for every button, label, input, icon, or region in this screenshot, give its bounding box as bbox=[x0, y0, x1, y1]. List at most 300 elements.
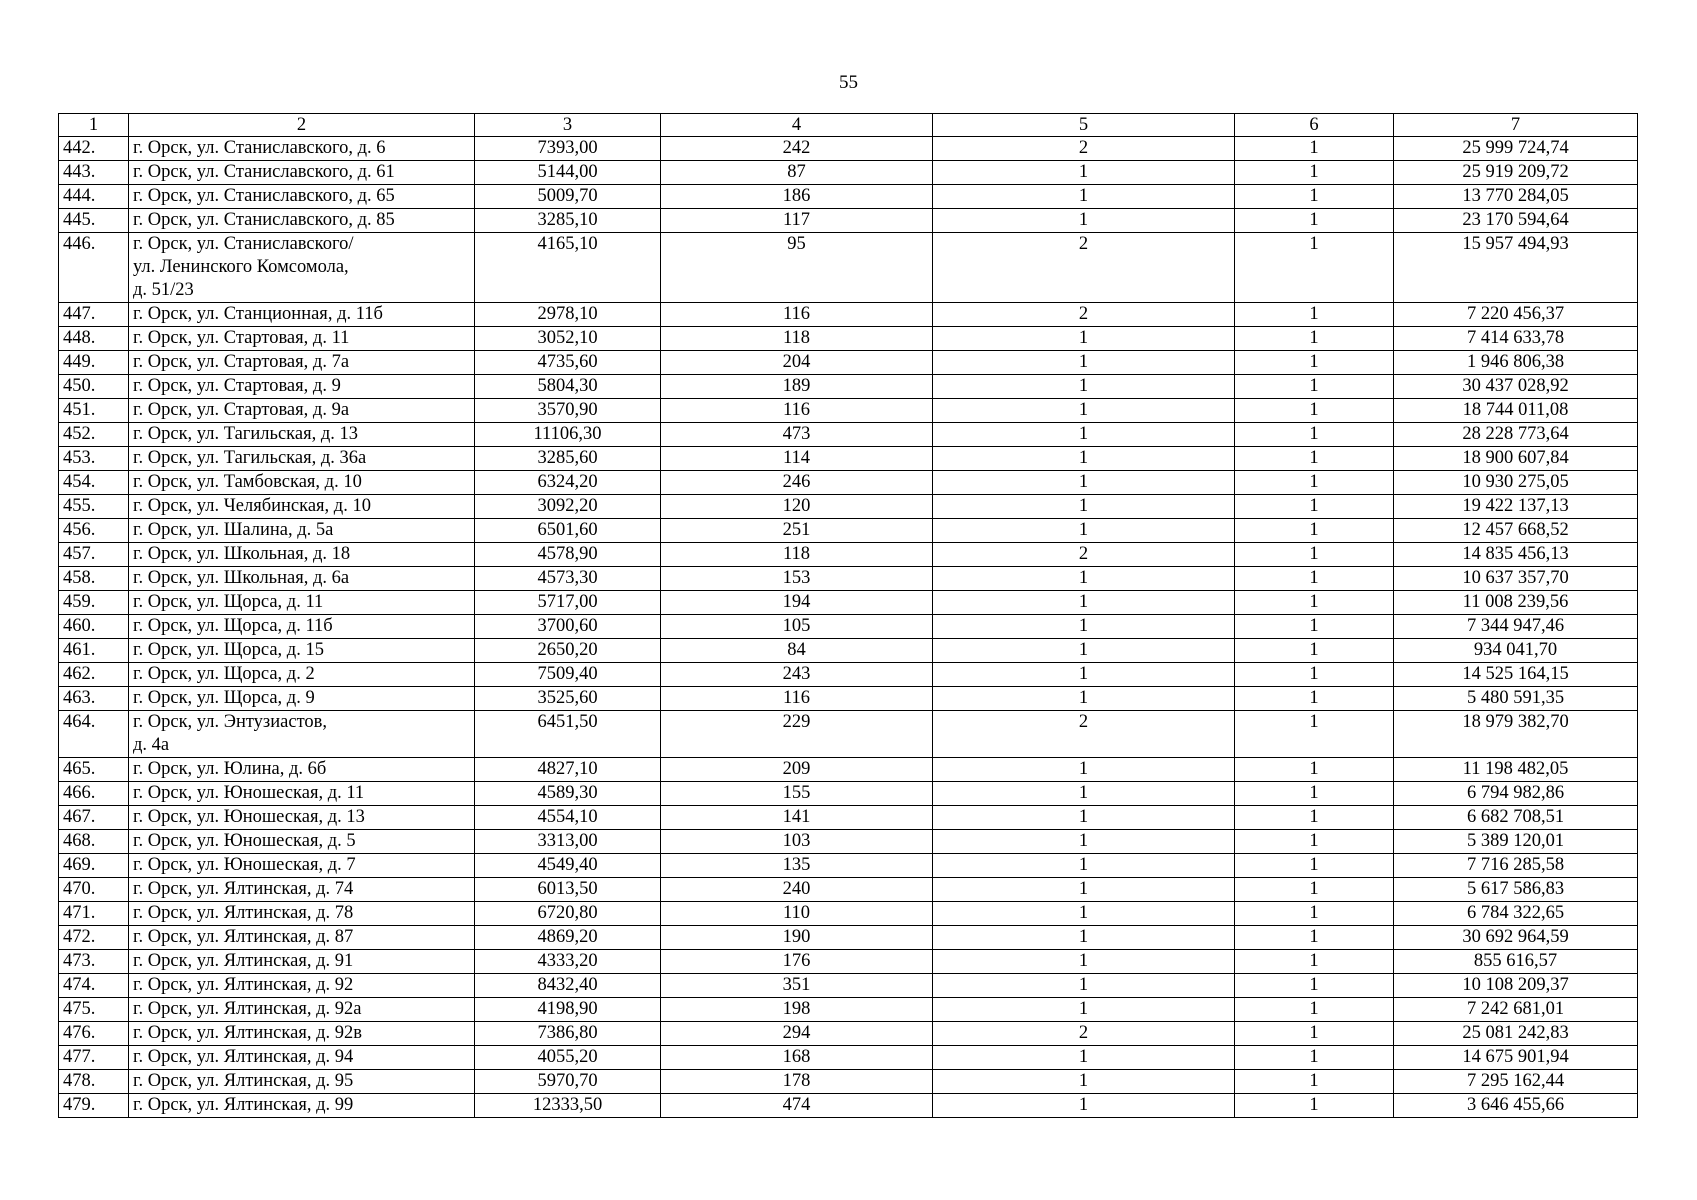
area-cell: 4055,20 bbox=[475, 1046, 661, 1070]
column-5-cell: 1 bbox=[933, 830, 1235, 854]
column-6-cell: 1 bbox=[1235, 1070, 1394, 1094]
cost-cell: 18 744 011,08 bbox=[1394, 399, 1638, 423]
column-5-cell: 1 bbox=[933, 998, 1235, 1022]
row-number: 460. bbox=[59, 615, 129, 639]
cost-cell: 18 979 382,70 bbox=[1394, 711, 1638, 758]
address-cell bbox=[129, 902, 475, 926]
column-6-cell: 1 bbox=[1235, 830, 1394, 854]
table-row bbox=[59, 663, 1638, 687]
cost-cell: 5 389 120,01 bbox=[1394, 830, 1638, 854]
column-6-cell: 1 bbox=[1235, 233, 1394, 303]
residents-cell: 116 bbox=[661, 303, 933, 327]
table-row bbox=[59, 519, 1638, 543]
column-5-cell: 1 bbox=[933, 185, 1235, 209]
table-body bbox=[59, 137, 1638, 1118]
address-cell bbox=[129, 375, 475, 399]
cost-cell: 11 008 239,56 bbox=[1394, 591, 1638, 615]
area-cell: 11106,30 bbox=[475, 423, 661, 447]
area-cell: 3313,00 bbox=[475, 830, 661, 854]
table-row bbox=[59, 806, 1638, 830]
residents-cell: 178 bbox=[661, 1070, 933, 1094]
address-line: г. Орск, ул. Ялтинская, д. 92 bbox=[133, 975, 354, 995]
residents-cell: 103 bbox=[661, 830, 933, 854]
cost-cell: 1 946 806,38 bbox=[1394, 351, 1638, 375]
area-cell: 3525,60 bbox=[475, 687, 661, 711]
row-number: 449. bbox=[59, 351, 129, 375]
cost-cell: 30 437 028,92 bbox=[1394, 375, 1638, 399]
area-cell: 4198,90 bbox=[475, 998, 661, 1022]
address-cell bbox=[129, 399, 475, 423]
residents-cell: 84 bbox=[661, 639, 933, 663]
area-cell: 8432,40 bbox=[475, 974, 661, 998]
column-5-cell: 1 bbox=[933, 926, 1235, 950]
column-5-cell: 1 bbox=[933, 567, 1235, 591]
cost-cell: 5 480 591,35 bbox=[1394, 687, 1638, 711]
area-cell: 3285,10 bbox=[475, 209, 661, 233]
table-row bbox=[59, 303, 1638, 327]
column-5-cell: 1 bbox=[933, 1046, 1235, 1070]
area-cell: 7386,80 bbox=[475, 1022, 661, 1046]
cost-cell: 855 616,57 bbox=[1394, 950, 1638, 974]
page-number: 55 bbox=[839, 72, 858, 93]
column-5-cell: 1 bbox=[933, 351, 1235, 375]
address-line: г. Орск, ул. Станционная, д. 11б bbox=[133, 304, 383, 324]
address-cell bbox=[129, 137, 475, 161]
column-5-cell: 1 bbox=[933, 639, 1235, 663]
column-6-cell: 1 bbox=[1235, 375, 1394, 399]
column-6-cell: 1 bbox=[1235, 1022, 1394, 1046]
address-line: г. Орск, ул. Ялтинская, д. 94 bbox=[133, 1047, 354, 1067]
cost-cell: 934 041,70 bbox=[1394, 639, 1638, 663]
address-line: г. Орск, ул. Ялтинская, д. 95 bbox=[133, 1071, 354, 1091]
table-row bbox=[59, 209, 1638, 233]
area-cell: 5144,00 bbox=[475, 161, 661, 185]
row-number: 447. bbox=[59, 303, 129, 327]
address-line: г. Орск, ул. Стартовая, д. 9 bbox=[133, 376, 341, 396]
table-row bbox=[59, 782, 1638, 806]
residents-cell: 120 bbox=[661, 495, 933, 519]
address-cell bbox=[129, 209, 475, 233]
row-number: 476. bbox=[59, 1022, 129, 1046]
row-number: 475. bbox=[59, 998, 129, 1022]
column-6-cell: 1 bbox=[1235, 423, 1394, 447]
address-line: г. Орск, ул. Щорса, д. 9 bbox=[133, 688, 315, 708]
address-line: г. Орск, ул. Челябинская, д. 10 bbox=[133, 496, 371, 516]
address-line: г. Орск, ул. Ялтинская, д. 99 bbox=[133, 1095, 354, 1115]
address-cell bbox=[129, 782, 475, 806]
table-row bbox=[59, 233, 1638, 303]
area-cell: 4549,40 bbox=[475, 854, 661, 878]
cost-cell: 7 716 285,58 bbox=[1394, 854, 1638, 878]
cost-cell: 25 081 242,83 bbox=[1394, 1022, 1638, 1046]
column-6-cell: 1 bbox=[1235, 185, 1394, 209]
column-5-cell: 2 bbox=[933, 711, 1235, 758]
residents-cell: 116 bbox=[661, 399, 933, 423]
address-cell bbox=[129, 830, 475, 854]
row-number: 451. bbox=[59, 399, 129, 423]
residents-cell: 198 bbox=[661, 998, 933, 1022]
table-row bbox=[59, 615, 1638, 639]
address-line: г. Орск, ул. Ялтинская, д. 87 bbox=[133, 927, 354, 947]
row-number: 477. bbox=[59, 1046, 129, 1070]
table-row bbox=[59, 902, 1638, 926]
cost-cell: 7 344 947,46 bbox=[1394, 615, 1638, 639]
column-6-cell: 1 bbox=[1235, 519, 1394, 543]
column-6-cell: 1 bbox=[1235, 950, 1394, 974]
table-row bbox=[59, 1094, 1638, 1118]
column-5-cell: 1 bbox=[933, 663, 1235, 687]
column-header: 2 bbox=[129, 114, 475, 137]
column-6-cell: 1 bbox=[1235, 758, 1394, 782]
area-cell: 2978,10 bbox=[475, 303, 661, 327]
area-cell: 12333,50 bbox=[475, 1094, 661, 1118]
residents-cell: 118 bbox=[661, 543, 933, 567]
table-row bbox=[59, 161, 1638, 185]
address-cell bbox=[129, 543, 475, 567]
column-5-cell: 1 bbox=[933, 974, 1235, 998]
row-number: 448. bbox=[59, 327, 129, 351]
column-5-cell: 1 bbox=[933, 1070, 1235, 1094]
residents-cell: 168 bbox=[661, 1046, 933, 1070]
residents-cell: 473 bbox=[661, 423, 933, 447]
address-line: г. Орск, ул. Ялтинская, д. 78 bbox=[133, 903, 354, 923]
address-cell bbox=[129, 519, 475, 543]
cost-cell: 30 692 964,59 bbox=[1394, 926, 1638, 950]
column-6-cell: 1 bbox=[1235, 303, 1394, 327]
cost-cell: 14 525 164,15 bbox=[1394, 663, 1638, 687]
row-number: 462. bbox=[59, 663, 129, 687]
table-row bbox=[59, 447, 1638, 471]
area-cell: 6501,60 bbox=[475, 519, 661, 543]
address-line: г. Орск, ул. Тагильская, д. 13 bbox=[133, 424, 358, 444]
residents-cell: 153 bbox=[661, 567, 933, 591]
row-number: 455. bbox=[59, 495, 129, 519]
residents-cell: 351 bbox=[661, 974, 933, 998]
residents-cell: 186 bbox=[661, 185, 933, 209]
address-line: г. Орск, ул. Юношеская, д. 13 bbox=[133, 807, 365, 827]
column-6-cell: 1 bbox=[1235, 495, 1394, 519]
cost-cell: 7 414 633,78 bbox=[1394, 327, 1638, 351]
row-number: 443. bbox=[59, 161, 129, 185]
address-line: г. Орск, ул. Станиславского, д. 61 bbox=[133, 162, 395, 182]
table-row bbox=[59, 423, 1638, 447]
area-cell: 4573,30 bbox=[475, 567, 661, 591]
table-row bbox=[59, 926, 1638, 950]
cost-cell: 18 900 607,84 bbox=[1394, 447, 1638, 471]
column-5-cell: 1 bbox=[933, 471, 1235, 495]
column-6-cell: 1 bbox=[1235, 902, 1394, 926]
residents-cell: 243 bbox=[661, 663, 933, 687]
table-row bbox=[59, 399, 1638, 423]
address-line: г. Орск, ул. Ялтинская, д. 74 bbox=[133, 879, 354, 899]
table-row bbox=[59, 471, 1638, 495]
residents-cell: 190 bbox=[661, 926, 933, 950]
row-number: 478. bbox=[59, 1070, 129, 1094]
area-cell: 6324,20 bbox=[475, 471, 661, 495]
column-6-cell: 1 bbox=[1235, 974, 1394, 998]
area-cell: 4735,60 bbox=[475, 351, 661, 375]
area-cell: 3285,60 bbox=[475, 447, 661, 471]
table-row bbox=[59, 854, 1638, 878]
table-row bbox=[59, 711, 1638, 758]
cost-cell: 10 637 357,70 bbox=[1394, 567, 1638, 591]
column-6-cell: 1 bbox=[1235, 1046, 1394, 1070]
column-6-cell: 1 bbox=[1235, 1094, 1394, 1118]
column-5-cell: 2 bbox=[933, 137, 1235, 161]
column-6-cell: 1 bbox=[1235, 615, 1394, 639]
address-line: г. Орск, ул. Юношеская, д. 5 bbox=[133, 831, 356, 851]
cost-cell: 25 919 209,72 bbox=[1394, 161, 1638, 185]
column-5-cell: 1 bbox=[933, 950, 1235, 974]
residents-cell: 246 bbox=[661, 471, 933, 495]
column-6-cell: 1 bbox=[1235, 998, 1394, 1022]
address-cell bbox=[129, 1022, 475, 1046]
address-cell bbox=[129, 1070, 475, 1094]
address-cell bbox=[129, 998, 475, 1022]
cost-cell: 28 228 773,64 bbox=[1394, 423, 1638, 447]
table-row bbox=[59, 1070, 1638, 1094]
column-header: 7 bbox=[1394, 114, 1638, 137]
address-cell bbox=[129, 495, 475, 519]
residents-cell: 118 bbox=[661, 327, 933, 351]
column-5-cell: 1 bbox=[933, 447, 1235, 471]
address-cell bbox=[129, 233, 475, 303]
column-6-cell: 1 bbox=[1235, 567, 1394, 591]
row-number: 454. bbox=[59, 471, 129, 495]
row-number: 452. bbox=[59, 423, 129, 447]
column-header: 6 bbox=[1235, 114, 1394, 137]
row-number: 469. bbox=[59, 854, 129, 878]
address-line: г. Орск, ул. Тагильская, д. 36а bbox=[133, 448, 367, 468]
cost-cell: 10 930 275,05 bbox=[1394, 471, 1638, 495]
cost-cell: 23 170 594,64 bbox=[1394, 209, 1638, 233]
column-6-cell: 1 bbox=[1235, 878, 1394, 902]
area-cell: 3052,10 bbox=[475, 327, 661, 351]
address-cell bbox=[129, 878, 475, 902]
table-row bbox=[59, 950, 1638, 974]
address-cell bbox=[129, 926, 475, 950]
cost-cell: 7 220 456,37 bbox=[1394, 303, 1638, 327]
area-cell: 4554,10 bbox=[475, 806, 661, 830]
column-6-cell: 1 bbox=[1235, 471, 1394, 495]
address-line: г. Орск, ул. Школьная, д. 18 bbox=[133, 544, 351, 564]
table-row bbox=[59, 495, 1638, 519]
row-number: 470. bbox=[59, 878, 129, 902]
column-5-cell: 1 bbox=[933, 806, 1235, 830]
row-number: 479. bbox=[59, 1094, 129, 1118]
cost-cell: 13 770 284,05 bbox=[1394, 185, 1638, 209]
table-row bbox=[59, 185, 1638, 209]
table-row bbox=[59, 998, 1638, 1022]
row-number: 466. bbox=[59, 782, 129, 806]
address-line: г. Орск, ул. Юношеская, д. 7 bbox=[133, 855, 356, 875]
residents-cell: 242 bbox=[661, 137, 933, 161]
address-cell bbox=[129, 471, 475, 495]
cost-cell: 10 108 209,37 bbox=[1394, 974, 1638, 998]
cost-cell: 6 784 322,65 bbox=[1394, 902, 1638, 926]
address-line: г. Орск, ул. Станиславского, д. 85 bbox=[133, 210, 395, 230]
column-5-cell: 1 bbox=[933, 399, 1235, 423]
column-5-cell: 1 bbox=[933, 209, 1235, 233]
cost-cell: 14 835 456,13 bbox=[1394, 543, 1638, 567]
table-row bbox=[59, 543, 1638, 567]
area-cell: 6013,50 bbox=[475, 878, 661, 902]
column-6-cell: 1 bbox=[1235, 591, 1394, 615]
address-line: г. Орск, ул. Станиславского/ bbox=[133, 234, 354, 254]
cost-cell: 7 242 681,01 bbox=[1394, 998, 1638, 1022]
cost-cell: 25 999 724,74 bbox=[1394, 137, 1638, 161]
column-5-cell: 1 bbox=[933, 615, 1235, 639]
row-number: 472. bbox=[59, 926, 129, 950]
column-5-cell: 1 bbox=[933, 327, 1235, 351]
residents-cell: 194 bbox=[661, 591, 933, 615]
table-row bbox=[59, 1046, 1638, 1070]
table-row bbox=[59, 639, 1638, 663]
residents-cell: 114 bbox=[661, 447, 933, 471]
row-number: 464. bbox=[59, 711, 129, 758]
cost-cell: 11 198 482,05 bbox=[1394, 758, 1638, 782]
column-6-cell: 1 bbox=[1235, 137, 1394, 161]
column-5-cell: 1 bbox=[933, 591, 1235, 615]
column-5-cell: 1 bbox=[933, 902, 1235, 926]
column-5-cell: 1 bbox=[933, 519, 1235, 543]
address-cell bbox=[129, 303, 475, 327]
residents-cell: 251 bbox=[661, 519, 933, 543]
address-cell bbox=[129, 639, 475, 663]
column-6-cell: 1 bbox=[1235, 399, 1394, 423]
column-6-cell: 1 bbox=[1235, 209, 1394, 233]
column-5-cell: 2 bbox=[933, 303, 1235, 327]
row-number: 465. bbox=[59, 758, 129, 782]
row-number: 442. bbox=[59, 137, 129, 161]
area-cell: 7393,00 bbox=[475, 137, 661, 161]
address-line: г. Орск, ул. Щорса, д. 11б bbox=[133, 616, 333, 636]
column-header: 5 bbox=[933, 114, 1235, 137]
column-5-cell: 1 bbox=[933, 782, 1235, 806]
column-5-cell: 1 bbox=[933, 423, 1235, 447]
area-cell: 4589,30 bbox=[475, 782, 661, 806]
table-row bbox=[59, 830, 1638, 854]
address-cell bbox=[129, 1046, 475, 1070]
column-6-cell: 1 bbox=[1235, 806, 1394, 830]
address-cell bbox=[129, 185, 475, 209]
address-cell bbox=[129, 950, 475, 974]
table-row bbox=[59, 974, 1638, 998]
row-number: 457. bbox=[59, 543, 129, 567]
area-cell: 3700,60 bbox=[475, 615, 661, 639]
address-line: г. Орск, ул. Юношеская, д. 11 bbox=[133, 783, 365, 803]
area-cell: 5009,70 bbox=[475, 185, 661, 209]
address-line: г. Орск, ул. Стартовая, д. 11 bbox=[133, 328, 350, 348]
address-line: г. Орск, ул. Щорса, д. 11 bbox=[133, 592, 324, 612]
residents-cell: 141 bbox=[661, 806, 933, 830]
column-5-cell: 1 bbox=[933, 758, 1235, 782]
residents-cell: 176 bbox=[661, 950, 933, 974]
row-number: 459. bbox=[59, 591, 129, 615]
address-cell bbox=[129, 854, 475, 878]
table-row bbox=[59, 375, 1638, 399]
address-line: г. Орск, ул. Щорса, д. 2 bbox=[133, 664, 315, 684]
column-5-cell: 2 bbox=[933, 543, 1235, 567]
column-6-cell: 1 bbox=[1235, 351, 1394, 375]
table-row bbox=[59, 878, 1638, 902]
residents-cell: 474 bbox=[661, 1094, 933, 1118]
area-cell: 5717,00 bbox=[475, 591, 661, 615]
column-number-row bbox=[59, 114, 1638, 137]
area-cell: 6720,80 bbox=[475, 902, 661, 926]
row-number: 444. bbox=[59, 185, 129, 209]
residents-cell: 240 bbox=[661, 878, 933, 902]
address-line: г. Орск, ул. Ялтинская, д. 91 bbox=[133, 951, 354, 971]
row-number: 450. bbox=[59, 375, 129, 399]
address-line: г. Орск, ул. Ялтинская, д. 92а bbox=[133, 999, 362, 1019]
column-6-cell: 1 bbox=[1235, 161, 1394, 185]
address-line: д. 4а bbox=[133, 735, 170, 755]
residents-cell: 209 bbox=[661, 758, 933, 782]
address-cell bbox=[129, 1094, 475, 1118]
cost-cell: 7 295 162,44 bbox=[1394, 1070, 1638, 1094]
address-cell bbox=[129, 591, 475, 615]
address-cell bbox=[129, 711, 475, 758]
column-5-cell: 1 bbox=[933, 878, 1235, 902]
row-number: 458. bbox=[59, 567, 129, 591]
address-line: г. Орск, ул. Стартовая, д. 9а bbox=[133, 400, 350, 420]
row-number: 456. bbox=[59, 519, 129, 543]
area-cell: 4869,20 bbox=[475, 926, 661, 950]
address-cell bbox=[129, 615, 475, 639]
housing-register-table bbox=[58, 113, 1638, 1118]
residents-cell: 87 bbox=[661, 161, 933, 185]
cost-cell: 6 794 982,86 bbox=[1394, 782, 1638, 806]
cost-cell: 19 422 137,13 bbox=[1394, 495, 1638, 519]
row-number: 461. bbox=[59, 639, 129, 663]
table-row bbox=[59, 758, 1638, 782]
column-header: 1 bbox=[59, 114, 129, 137]
area-cell: 4333,20 bbox=[475, 950, 661, 974]
area-cell: 7509,40 bbox=[475, 663, 661, 687]
residents-cell: 229 bbox=[661, 711, 933, 758]
residents-cell: 135 bbox=[661, 854, 933, 878]
column-6-cell: 1 bbox=[1235, 447, 1394, 471]
column-5-cell: 2 bbox=[933, 233, 1235, 303]
residents-cell: 155 bbox=[661, 782, 933, 806]
address-line: г. Орск, ул. Стартовая, д. 7а bbox=[133, 352, 350, 372]
table-row bbox=[59, 567, 1638, 591]
column-5-cell: 1 bbox=[933, 161, 1235, 185]
area-cell: 6451,50 bbox=[475, 711, 661, 758]
area-cell: 3092,20 bbox=[475, 495, 661, 519]
row-number: 446. bbox=[59, 233, 129, 303]
column-5-cell: 1 bbox=[933, 1094, 1235, 1118]
cost-cell: 15 957 494,93 bbox=[1394, 233, 1638, 303]
column-6-cell: 1 bbox=[1235, 543, 1394, 567]
residents-cell: 294 bbox=[661, 1022, 933, 1046]
residents-cell: 204 bbox=[661, 351, 933, 375]
address-line: г. Орск, ул. Энтузиастов, bbox=[133, 712, 328, 732]
row-number: 453. bbox=[59, 447, 129, 471]
area-cell: 5970,70 bbox=[475, 1070, 661, 1094]
area-cell: 4827,10 bbox=[475, 758, 661, 782]
column-5-cell: 1 bbox=[933, 854, 1235, 878]
column-header: 4 bbox=[661, 114, 933, 137]
address-cell bbox=[129, 974, 475, 998]
address-cell bbox=[129, 423, 475, 447]
address-cell bbox=[129, 687, 475, 711]
address-cell bbox=[129, 758, 475, 782]
address-cell bbox=[129, 161, 475, 185]
area-cell: 2650,20 bbox=[475, 639, 661, 663]
table-row bbox=[59, 591, 1638, 615]
